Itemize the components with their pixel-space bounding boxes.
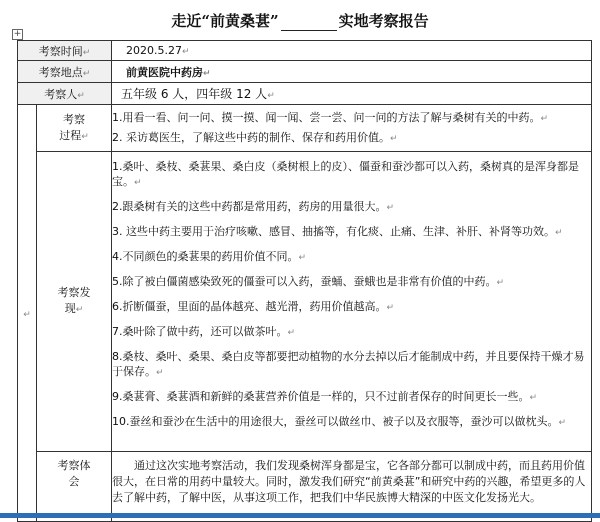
process-label: 考察 过程↵ — [37, 105, 112, 152]
row-feelings — [18, 452, 592, 522]
feelings-content — [112, 452, 592, 522]
place-label: 考察地点↵ — [18, 61, 112, 83]
finding-item: 6.折断僵蚕，里面的晶体越亮、越光滑，药用价值越高。↵ — [112, 300, 395, 313]
finding-item: 2.跟桑树有关的这些中药都是常用药，药房的用量很大。↵ — [112, 200, 395, 213]
report-table — [17, 40, 592, 522]
finding-item: 8.桑枝、桑叶、桑果、桑白皮等都要把动植物的水分去掉以后才能制成中药，并且要保持干燥才易于保存。↵ — [112, 350, 585, 378]
finding-item: 1.桑叶、桑枝、桑葚果、桑白皮（桑树根上的皮）、僵蚕和蚕沙都可以入药，桑树真的是浑身都是宝。↵ — [112, 160, 580, 188]
title-prefix: 走近“前黄桑葚” — [171, 12, 279, 30]
finding-item: 3. 这些中药主要用于治疗咳嗽、感冒、抽搐等，有化痰、止痛、生津、补肝、补肾等功效。↵ — [112, 225, 563, 238]
row-people — [18, 83, 592, 105]
row-time — [18, 41, 592, 61]
time-label: 考察时间↵ — [18, 41, 112, 61]
title-blank-underline — [281, 15, 337, 31]
finding-item: 9.桑葚膏、桑葚酒和新鲜的桑葚营养价值是一样的，只不过前者保存的时间更长一些。↵ — [112, 390, 538, 403]
findings-label: 考察发 现↵ — [37, 152, 112, 452]
feelings-label: 考察体 会 — [37, 452, 112, 522]
row-place — [18, 61, 592, 83]
left-margin-mark: ↵ — [23, 309, 31, 320]
process-item: 2. 采访葛医生，了解这些中药的制作、保存和药用价值。↵ — [112, 130, 398, 144]
place-value: 前黄医院中药房↵ — [112, 61, 592, 83]
finding-item: 5.除了被白僵菌感染致死的僵蚕可以入药，蚕蛹、蚕蛾也是非常有价值的中药。↵ — [112, 275, 505, 288]
time-value: 2020.5.27↵ — [112, 41, 592, 61]
finding-item: 10.蚕丝和蚕沙在生活中的用途很大，蚕丝可以做丝巾、被子以及衣服等，蚕沙可以做枕头。↵ — [112, 415, 567, 428]
report-title — [0, 10, 600, 31]
process-item: 1.用看一看、问一问、摸一摸、闻一闻、尝一尝、问一问的方法了解与桑树有关的中药。↵ — [112, 110, 549, 124]
finding-item: 7.桑叶除了做中药，还可以做茶叶。↵ — [112, 325, 296, 338]
findings-content — [112, 152, 592, 452]
feelings-text: 通过这次实地考察活动，我们发现桑树浑身都是宝，它各部分都可以制成中药，而且药用价值很大，在日常的用药中量较大。同时，激发我们研究“前黄桑葚”和研究中药的兴趣，希望更多的人去了解中药，了解中医，从事这项工作，把我们中华民族博大精深的中医文化发扬光大。 — [112, 459, 586, 504]
left-margin-cell — [18, 105, 37, 522]
people-label: 考察人↵ — [18, 83, 112, 105]
table-move-handle-icon[interactable]: + — [13, 29, 22, 39]
row-process — [18, 105, 592, 152]
process-content — [112, 105, 592, 152]
row-findings — [18, 152, 592, 452]
people-value: 五年级 6 人，四年级 12 人↵ — [112, 83, 592, 105]
window-bottom-edge — [0, 513, 600, 518]
finding-item: 4.不同颜色的桑葚果的药用价值不同。↵ — [112, 250, 307, 263]
title-suffix: 实地考察报告 — [338, 12, 429, 30]
